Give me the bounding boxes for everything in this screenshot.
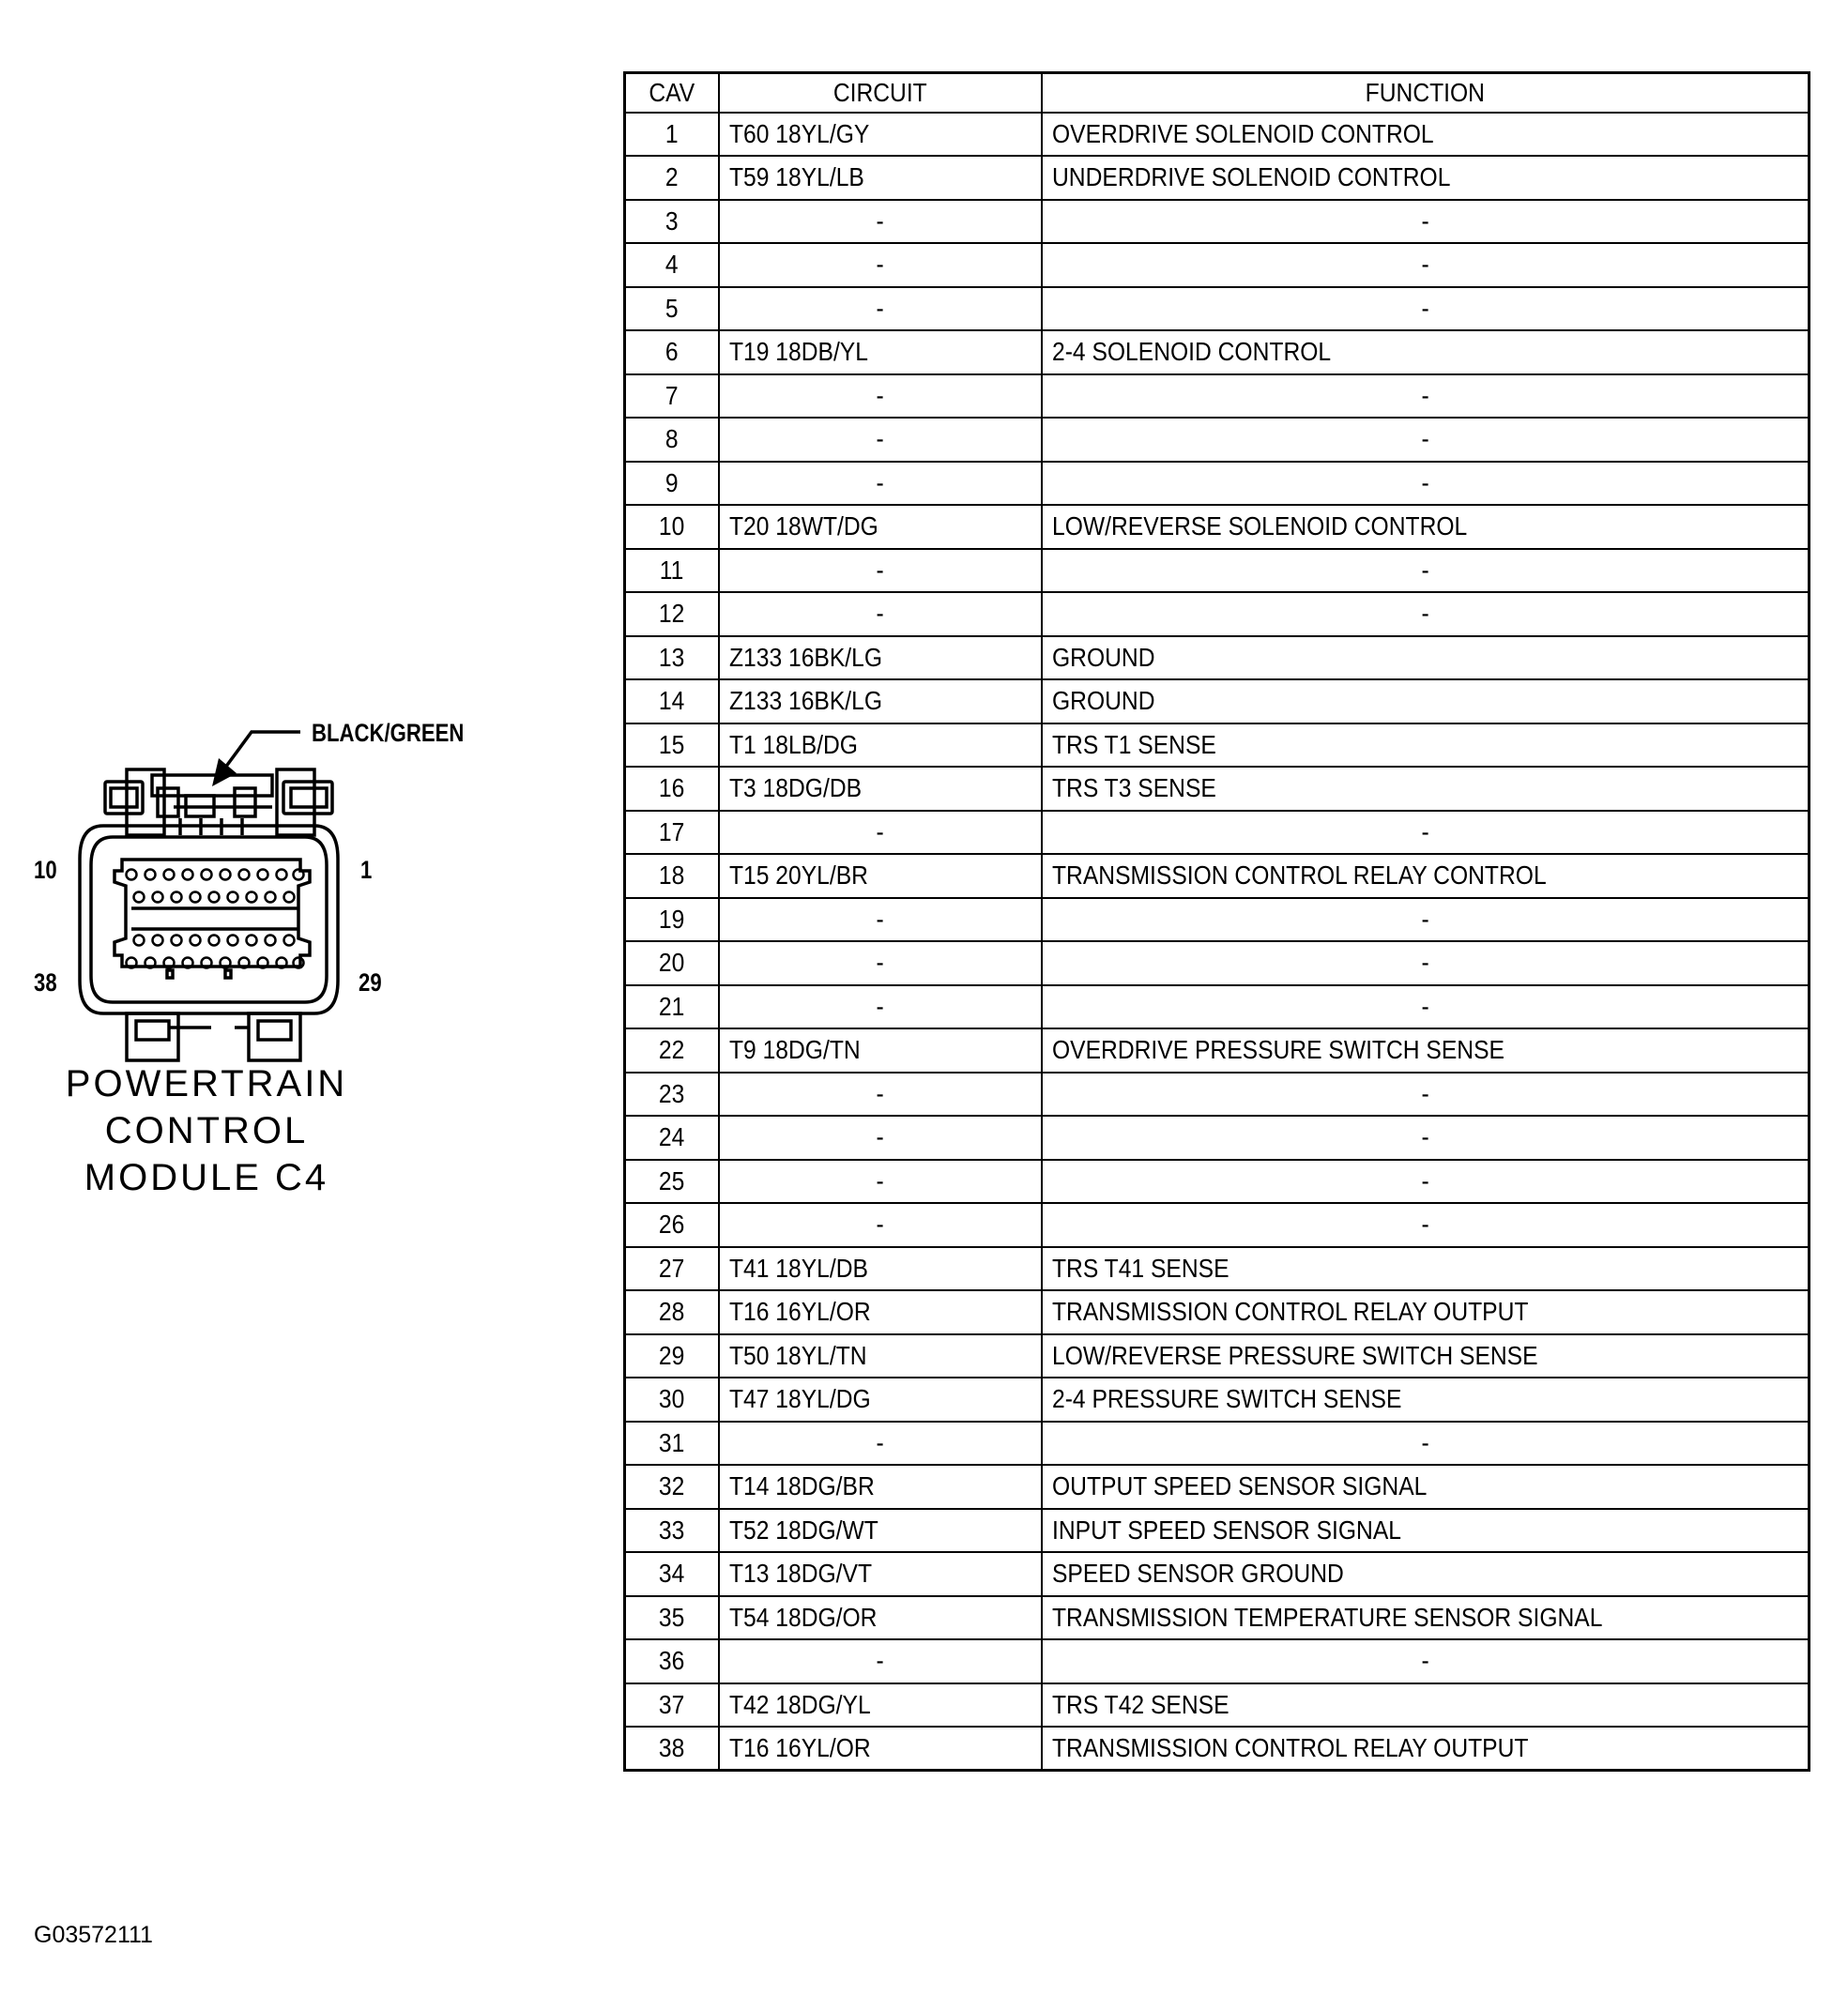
cell-function: TRS T42 SENSE bbox=[1042, 1683, 1810, 1728]
cell-function: GROUND bbox=[1042, 636, 1810, 680]
pinout-table-body bbox=[625, 113, 1810, 1771]
cell-cav: 10 bbox=[625, 505, 719, 549]
cell-function: - bbox=[1042, 462, 1810, 506]
figure-id: G03572111 bbox=[34, 1922, 153, 1948]
cell-cav: 2 bbox=[625, 156, 719, 200]
cell-function: LOW/REVERSE SOLENOID CONTROL bbox=[1042, 505, 1810, 549]
cell-function: - bbox=[1042, 243, 1810, 287]
table-row bbox=[625, 1160, 1810, 1204]
cell-circuit: - bbox=[719, 941, 1042, 985]
cell-cav: 16 bbox=[625, 767, 719, 811]
cell-cav: 28 bbox=[625, 1290, 719, 1334]
table-row bbox=[625, 854, 1810, 898]
cell-cav: 25 bbox=[625, 1160, 719, 1204]
cell-circuit: T13 18DG/VT bbox=[719, 1552, 1042, 1596]
cell-cav: 24 bbox=[625, 1116, 719, 1160]
cell-circuit: Z133 16BK/LG bbox=[719, 636, 1042, 680]
cell-function: OVERDRIVE SOLENOID CONTROL bbox=[1042, 113, 1810, 157]
cell-cav: 11 bbox=[625, 549, 719, 593]
cell-circuit: T52 18DG/WT bbox=[719, 1509, 1042, 1553]
cell-cav: 5 bbox=[625, 287, 719, 331]
header-circuit: CIRCUIT bbox=[719, 73, 1042, 113]
pin-label-bottom-left: 38 bbox=[34, 968, 57, 997]
table-row bbox=[625, 156, 1810, 200]
cell-function: - bbox=[1042, 811, 1810, 855]
table-row bbox=[625, 723, 1810, 768]
cell-function: TRS T41 SENSE bbox=[1042, 1247, 1810, 1291]
table-row bbox=[625, 1509, 1810, 1553]
table-row bbox=[625, 1422, 1810, 1466]
cell-cav: 4 bbox=[625, 243, 719, 287]
cell-function: 2-4 SOLENOID CONTROL bbox=[1042, 330, 1810, 374]
table-row bbox=[625, 1116, 1810, 1160]
table-row bbox=[625, 1465, 1810, 1509]
cell-circuit: T50 18YL/TN bbox=[719, 1334, 1042, 1378]
cell-cav: 29 bbox=[625, 1334, 719, 1378]
pin-label-bottom-right: 29 bbox=[359, 968, 382, 997]
cell-circuit: T59 18YL/LB bbox=[719, 156, 1042, 200]
cell-circuit: - bbox=[719, 549, 1042, 593]
pin-label-top-right: 1 bbox=[360, 856, 373, 884]
cell-function: OVERDRIVE PRESSURE SWITCH SENSE bbox=[1042, 1028, 1810, 1073]
connector-diagram bbox=[0, 657, 582, 1257]
table-row bbox=[625, 462, 1810, 506]
cell-cav: 30 bbox=[625, 1378, 719, 1422]
table-row bbox=[625, 1290, 1810, 1334]
cell-function: - bbox=[1042, 1203, 1810, 1247]
cell-circuit: - bbox=[719, 243, 1042, 287]
cell-circuit: T1 18LB/DG bbox=[719, 723, 1042, 768]
cell-cav: 36 bbox=[625, 1639, 719, 1683]
cell-cav: 15 bbox=[625, 723, 719, 768]
cell-circuit: T20 18WT/DG bbox=[719, 505, 1042, 549]
cell-function: TRS T3 SENSE bbox=[1042, 767, 1810, 811]
cell-function: - bbox=[1042, 418, 1810, 462]
table-row bbox=[625, 505, 1810, 549]
cell-function: - bbox=[1042, 898, 1810, 942]
table-row bbox=[625, 418, 1810, 462]
cell-circuit: - bbox=[719, 200, 1042, 244]
table-row bbox=[625, 549, 1810, 593]
cell-cav: 34 bbox=[625, 1552, 719, 1596]
cell-cav: 9 bbox=[625, 462, 719, 506]
cell-function: - bbox=[1042, 592, 1810, 636]
cell-cav: 23 bbox=[625, 1073, 719, 1117]
table-row bbox=[625, 898, 1810, 942]
cell-circuit: - bbox=[719, 811, 1042, 855]
cell-cav: 26 bbox=[625, 1203, 719, 1247]
cell-circuit: - bbox=[719, 1422, 1042, 1466]
cell-function: TRANSMISSION CONTROL RELAY OUTPUT bbox=[1042, 1727, 1810, 1771]
table-row bbox=[625, 1596, 1810, 1640]
cell-cav: 1 bbox=[625, 113, 719, 157]
cell-circuit: - bbox=[719, 374, 1042, 419]
table-row bbox=[625, 1639, 1810, 1683]
table-row bbox=[625, 1028, 1810, 1073]
table-row bbox=[625, 941, 1810, 985]
cell-function: - bbox=[1042, 941, 1810, 985]
cell-cav: 38 bbox=[625, 1727, 719, 1771]
cell-function: TRANSMISSION TEMPERATURE SENSOR SIGNAL bbox=[1042, 1596, 1810, 1640]
cell-function: - bbox=[1042, 200, 1810, 244]
cell-function: INPUT SPEED SENSOR SIGNAL bbox=[1042, 1509, 1810, 1553]
cell-function: - bbox=[1042, 1639, 1810, 1683]
cell-function: SPEED SENSOR GROUND bbox=[1042, 1552, 1810, 1596]
table-row bbox=[625, 636, 1810, 680]
cell-cav: 22 bbox=[625, 1028, 719, 1073]
cell-circuit: - bbox=[719, 418, 1042, 462]
cell-function: UNDERDRIVE SOLENOID CONTROL bbox=[1042, 156, 1810, 200]
table-row bbox=[625, 374, 1810, 419]
table-row bbox=[625, 1378, 1810, 1422]
cell-circuit: T16 16YL/OR bbox=[719, 1727, 1042, 1771]
cell-cav: 8 bbox=[625, 418, 719, 462]
connector-title-line: CONTROL bbox=[104, 1110, 309, 1151]
cell-cav: 6 bbox=[625, 330, 719, 374]
cell-function: 2-4 PRESSURE SWITCH SENSE bbox=[1042, 1378, 1810, 1422]
cell-cav: 18 bbox=[625, 854, 719, 898]
cell-circuit: - bbox=[719, 462, 1042, 506]
table-row bbox=[625, 1727, 1810, 1771]
table-row bbox=[625, 287, 1810, 331]
cell-circuit: T16 16YL/OR bbox=[719, 1290, 1042, 1334]
table-row bbox=[625, 1552, 1810, 1596]
cell-cav: 17 bbox=[625, 811, 719, 855]
header-function: FUNCTION bbox=[1042, 73, 1810, 113]
table-row bbox=[625, 1073, 1810, 1117]
cell-function: GROUND bbox=[1042, 679, 1810, 723]
cell-circuit: Z133 16BK/LG bbox=[719, 679, 1042, 723]
pinout-table bbox=[623, 71, 1810, 1772]
cell-function: TRS T1 SENSE bbox=[1042, 723, 1810, 768]
cell-circuit: - bbox=[719, 1160, 1042, 1204]
cell-circuit: - bbox=[719, 898, 1042, 942]
cell-function: - bbox=[1042, 549, 1810, 593]
cell-cav: 19 bbox=[625, 898, 719, 942]
cell-circuit: - bbox=[719, 985, 1042, 1029]
cell-cav: 20 bbox=[625, 941, 719, 985]
cell-cav: 12 bbox=[625, 592, 719, 636]
table-row bbox=[625, 1203, 1810, 1247]
table-row bbox=[625, 1334, 1810, 1378]
table-row bbox=[625, 330, 1810, 374]
color-label-leader bbox=[225, 732, 300, 768]
cell-circuit: T15 20YL/BR bbox=[719, 854, 1042, 898]
header-cav: CAV bbox=[625, 73, 719, 113]
cell-cav: 21 bbox=[625, 985, 719, 1029]
table-row bbox=[625, 1683, 1810, 1728]
cell-circuit: - bbox=[719, 592, 1042, 636]
cell-cav: 32 bbox=[625, 1465, 719, 1509]
table-row bbox=[625, 985, 1810, 1029]
table-row bbox=[625, 243, 1810, 287]
cell-cav: 33 bbox=[625, 1509, 719, 1553]
cell-cav: 37 bbox=[625, 1683, 719, 1728]
table-row bbox=[625, 679, 1810, 723]
cell-circuit: T19 18DB/YL bbox=[719, 330, 1042, 374]
cell-circuit: T47 18YL/DG bbox=[719, 1378, 1042, 1422]
cell-cav: 31 bbox=[625, 1422, 719, 1466]
cell-circuit: T14 18DG/BR bbox=[719, 1465, 1042, 1509]
cell-circuit: - bbox=[719, 287, 1042, 331]
cell-circuit: T42 18DG/YL bbox=[719, 1683, 1042, 1728]
cell-function: - bbox=[1042, 1116, 1810, 1160]
cell-cav: 7 bbox=[625, 374, 719, 419]
cell-circuit: - bbox=[719, 1073, 1042, 1117]
table-row bbox=[625, 200, 1810, 244]
cell-circuit: T3 18DG/DB bbox=[719, 767, 1042, 811]
table-row bbox=[625, 811, 1810, 855]
connector-color-label: BLACK/GREEN bbox=[312, 719, 465, 747]
cell-function: - bbox=[1042, 1422, 1810, 1466]
cell-function: - bbox=[1042, 374, 1810, 419]
connector-title-line: MODULE C4 bbox=[84, 1157, 329, 1198]
pin-label-top-left: 10 bbox=[34, 856, 57, 884]
cell-function: - bbox=[1042, 1160, 1810, 1204]
cell-cav: 3 bbox=[625, 200, 719, 244]
cell-circuit: - bbox=[719, 1116, 1042, 1160]
cell-function: - bbox=[1042, 985, 1810, 1029]
cell-function: TRANSMISSION CONTROL RELAY CONTROL bbox=[1042, 854, 1810, 898]
cell-circuit: T54 18DG/OR bbox=[719, 1596, 1042, 1640]
cell-circuit: T41 18YL/DB bbox=[719, 1247, 1042, 1291]
cell-cav: 27 bbox=[625, 1247, 719, 1291]
cell-function: TRANSMISSION CONTROL RELAY OUTPUT bbox=[1042, 1290, 1810, 1334]
cell-cav: 14 bbox=[625, 679, 719, 723]
cell-circuit: T9 18DG/TN bbox=[719, 1028, 1042, 1073]
connector-title bbox=[38, 1060, 375, 1201]
table-row bbox=[625, 592, 1810, 636]
cell-function: OUTPUT SPEED SENSOR SIGNAL bbox=[1042, 1465, 1810, 1509]
cell-cav: 35 bbox=[625, 1596, 719, 1640]
cell-circuit: - bbox=[719, 1639, 1042, 1683]
cell-circuit: T60 18YL/GY bbox=[719, 113, 1042, 157]
cell-function: - bbox=[1042, 1073, 1810, 1117]
cell-cav: 13 bbox=[625, 636, 719, 680]
connector-title-line: POWERTRAIN bbox=[65, 1063, 348, 1104]
table-row bbox=[625, 1247, 1810, 1291]
cell-function: LOW/REVERSE PRESSURE SWITCH SENSE bbox=[1042, 1334, 1810, 1378]
table-row bbox=[625, 113, 1810, 157]
table-row bbox=[625, 767, 1810, 811]
cell-function: - bbox=[1042, 287, 1810, 331]
table-header-row bbox=[625, 73, 1810, 113]
cell-circuit: - bbox=[719, 1203, 1042, 1247]
arrow-icon bbox=[212, 758, 237, 786]
